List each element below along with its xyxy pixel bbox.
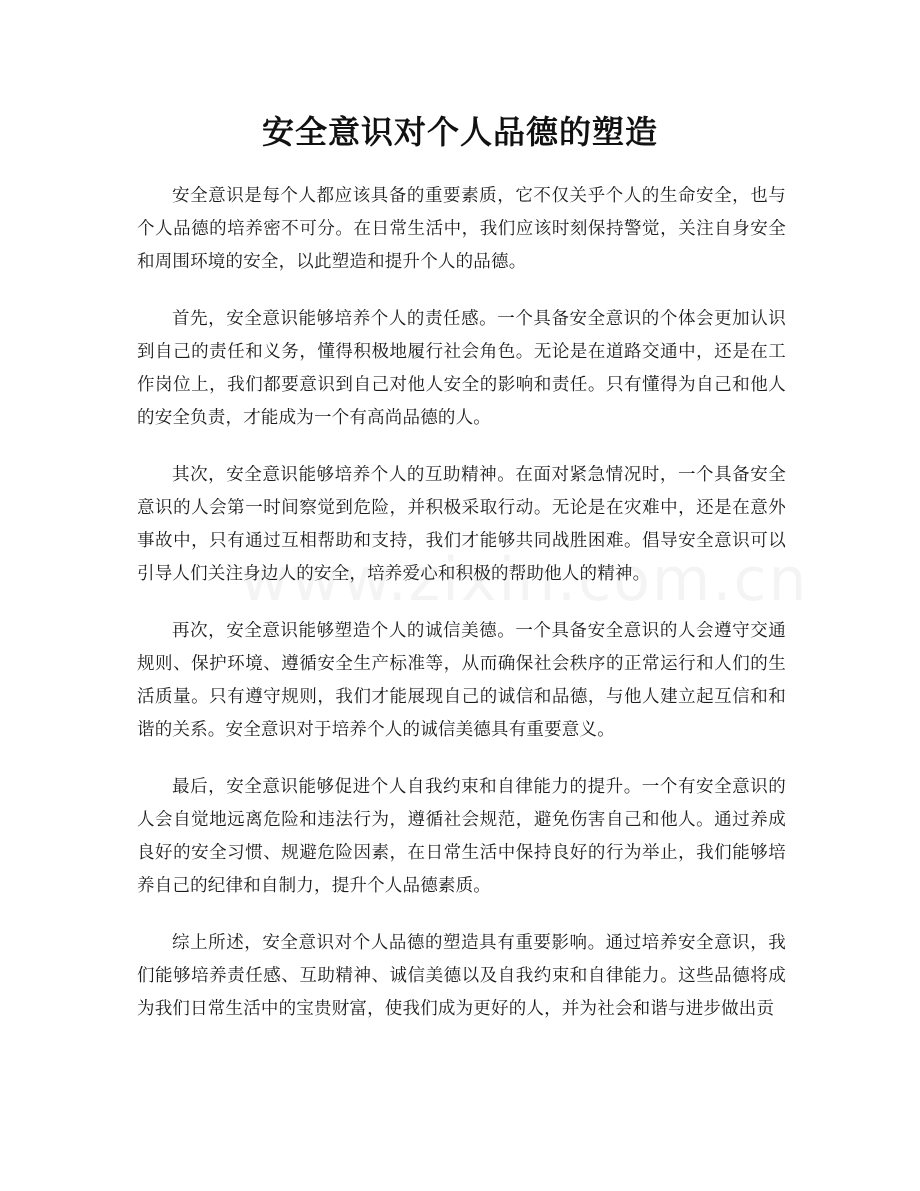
- paragraph: 最后，安全意识能够促进个人自我约束和自律能力的提升。一个有安全意识的人会自觉地远离危险和违法行为，遵循社会规范，避免伤害自己和他人。通过养成良好的安全习惯、规避危险因素，在日常生活中保持良好的行为举止，我们能够培养自己的纪律和自制力，提升个人品德素质。: [137, 777, 786, 896]
- paragraph: 首先，安全意识能够培养个人的责任感。一个具备安全意识的个体会更加认识到自己的责任和义务，懂得积极地履行社会角色。无论是在道路交通中，还是在工作岗位上，我们都要意识到自己对他人安全的影响和责任。只有懂得为自己和他人的安全负责，才能成为一个有高尚品德的人。: [137, 309, 786, 428]
- paragraph: 安全意识是每个人都应该具备的重要素质，它不仅关乎个人的生命安全，也与个人品德的培养密不可分。在日常生活中，我们应该时刻保持警觉，关注自身安全和周围环境的安全，以此塑造和提升个人的品德。: [137, 186, 786, 272]
- paragraph: 再次，安全意识能够塑造个人的诚信美德。一个具备安全意识的人会遵守交通规则、保护环境、遵循安全生产标准等，从而确保社会秩序的正常运行和人们的生活质量。只有遵守规则，我们才能展现自己的诚信和品德，与他人建立起互信和和谐的关系。安全意识对于培养个人的诚信美德具有重要意义。: [137, 621, 786, 740]
- document-title: 安全意识对个人品德的塑造: [261, 113, 658, 151]
- paragraph: 其次，安全意识能够培养个人的互助精神。在面对紧急情况时，一个具备安全意识的人会第一时间察觉到危险，并积极采取行动。无论是在灾难中，还是在意外事故中，只有通过互相帮助和支持，我们才能够共同战胜困难。倡导安全意识可以引导人们关注身边人的安全，培养爱心和积极的帮助他人的精神。: [137, 465, 786, 584]
- paragraph: 综上所述，安全意识对个人品德的塑造具有重要影响。通过培养安全意识，我们能够培养责任感、互助精神、诚信美德以及自我约束和自律能力。这些品德将成为我们日常生活中的宝贵财富，使我们成为更好的人，并为社会和谐与进步做出贡: [137, 933, 786, 1019]
- document-body: [137, 180, 786, 1050]
